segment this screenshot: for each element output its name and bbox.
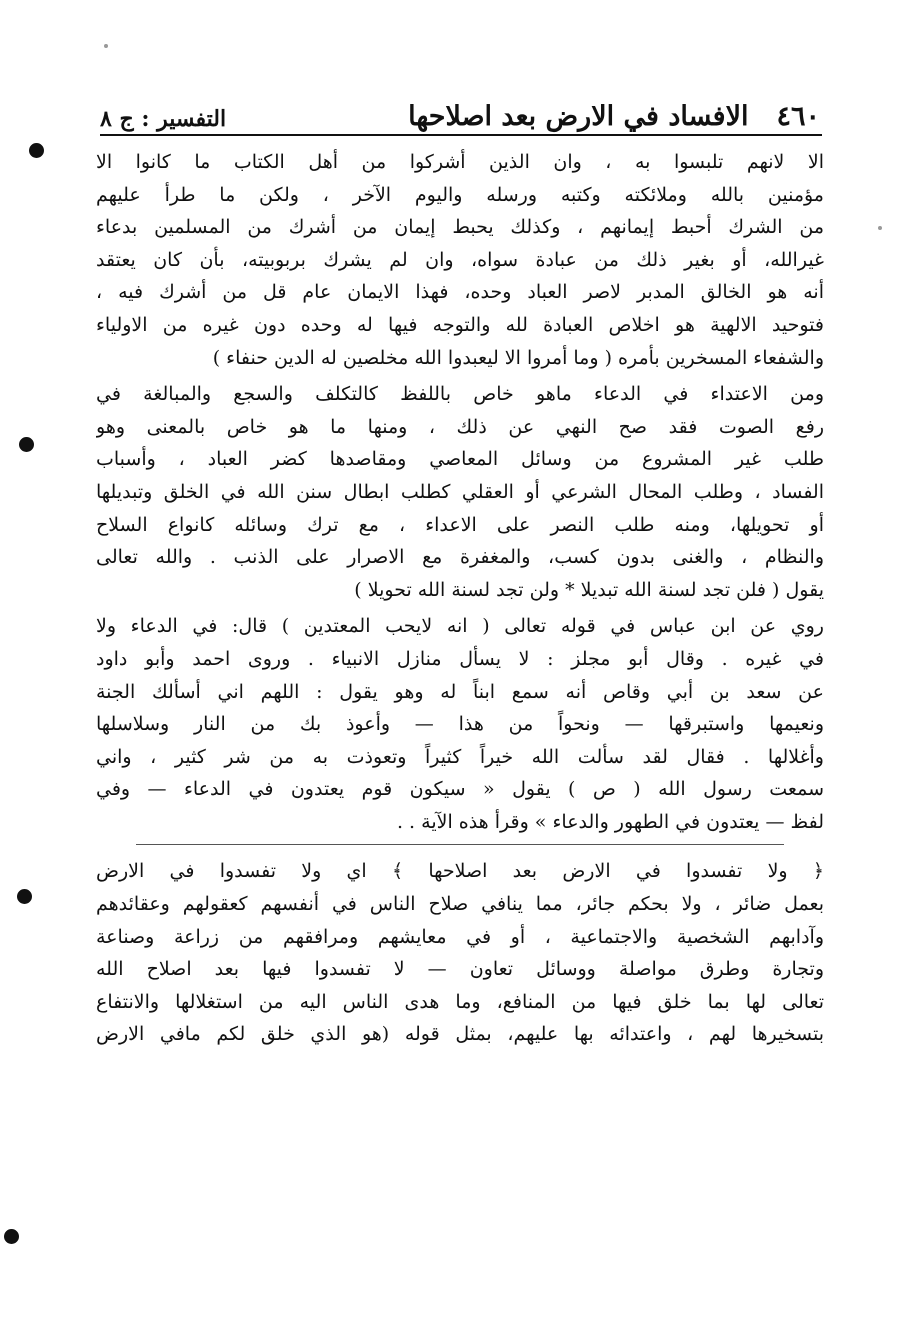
section-separator [136, 844, 784, 855]
text-line: أنه هو الخالق المدبر لاصر العباد وحده، فهذا الايمان عام قل من أشرك فيه ، [96, 281, 824, 304]
text-line: وتجارة وطرق مواصلة ووسائل تعاون — لا تفسدوا فيها بعد اصلاح الله [96, 958, 824, 981]
text-line: يقول ( فلن تجد لسنة الله تبديلا * ولن تجد لسنة الله تحويلا ) [354, 578, 824, 601]
text-line: بتسخيرها لهم ، واعتدائه بها عليهم، بمثل قوله (هو الذي خلق لكم مافي الارض [96, 1023, 824, 1046]
text-line: ﴿ ولا تفسدوا في الارض بعد اصلاحها ﴾ اي ولا تفسدوا في الارض [96, 860, 824, 883]
text-line: والشفعاء المسخرين بأمره ( وما أمروا الا ليعبدوا الله مخلصين له الدين حنفاء ) [212, 346, 824, 369]
text-line: وآدابهم الشخصية والاجتماعية ، أو في معايشهم ومرافقهم من زراعة وصناعة [96, 925, 824, 948]
text-line: تعالى لها بما خلق فيها من المنافع، وما هدى الناس اليه من استغلالها والانتفاع [96, 990, 824, 1013]
paragraph [96, 610, 824, 838]
page-title: الافساد في الارض بعد اصلاحها [408, 101, 749, 132]
paragraph [96, 855, 824, 1051]
text-line: طلب غير المشروع من وسائل المعاصي ومقاصدها كضر العباد ، وأسباب [96, 448, 824, 471]
header-rule [100, 134, 822, 136]
text-line: ومن الاعتداء في الدعاء ماهو خاص باللفظ كالتكلف والسجع والمبالغة في [96, 383, 824, 406]
scan-speck [104, 44, 108, 48]
body-text [96, 146, 824, 1051]
margin-bullet-icon [19, 437, 34, 452]
text-line: في غيره . وقال أبو مجلز : لا يسأل منازل الانبياء . وروى احمد وأبو داود [96, 647, 824, 670]
text-line: وأغلالها . فقال لقد سألت الله خيراً كثيراً وتعوذت به من شر كثير ، واني [96, 745, 824, 768]
text-line: لفظ — يعتدون في الطهور والدعاء » وقرأ هذه الآية . . [396, 810, 824, 833]
paragraph [96, 378, 824, 606]
book-part: التفسير : ج ٨ [100, 106, 227, 132]
text-line: الفساد ، وطلب المحال الشرعي أو العقلي كطلب ابطال سنن الله في الخلق وتبديلها [96, 480, 824, 503]
text-line: مؤمنين بالله وملائكته وكتبه ورسله واليوم الآخر ، ولكن ما طرأ عليهم [96, 183, 824, 206]
text-line: رفع الصوت فقد صح النهي عن ذلك ، ومنها ما هو خاص بالمعنى وهو [96, 415, 824, 438]
page-number: ٤٦٠ [776, 101, 820, 132]
scan-speck [878, 226, 882, 230]
paragraph [96, 146, 824, 374]
margin-bullet-icon [4, 1229, 19, 1244]
text-line: ونعيمها واستبرقها — ونحواً من هذا — وأعوذ بك من النار وسلاسلها [96, 713, 824, 736]
margin-bullet-icon [29, 143, 44, 158]
text-line: والنظام ، والغنى بدون كسب، والمغفرة مع الاصرار على الذنب . والله تعالى [96, 546, 824, 569]
text-line: غيرالله، أو بغير ذلك من عبادة سواه، وان لم يشرك بربوبيته، بأن كان يعتقد [96, 248, 824, 271]
text-line: عن سعد بن أبي وقاص أنه سمع ابناً له وهو يقول : اللهم اني أسألك الجنة [96, 680, 824, 703]
text-line: من الشرك أحبط إيمانهم ، وكذلك يحبط إيمان من أشرك من المسلمين بدعاء [96, 216, 824, 239]
text-line: روي عن ابن عباس في قوله تعالى ( انه لايحب المعتدين ) قال: في الدعاء ولا [96, 615, 824, 638]
running-header [100, 96, 820, 132]
text-line: سمعت رسول الله ( ص ) يقول « سيكون قوم يعتدون في الدعاء — وفي [96, 778, 824, 801]
text-line: فتوحيد الالهية هو اخلاص العبادة لله والتوجه فيها له وحده دون غيره من الاولياء [96, 313, 824, 336]
margin-bullet-icon [17, 889, 32, 904]
text-line: الا لانهم تلبسوا به ، وان الذين أشركوا من أهل الكتاب ما كانوا الا [96, 151, 824, 173]
text-line: أو تحويلها، ومنه طلب النصر على الاعداء ، مع ترك وسائله كانواع السلاح [96, 513, 824, 536]
text-line: بعمل ضائر ، ولا بحكم جائر، مما ينافي صلاح الناس في أنفسهم كعقولهم وعقائدهم [96, 893, 824, 916]
